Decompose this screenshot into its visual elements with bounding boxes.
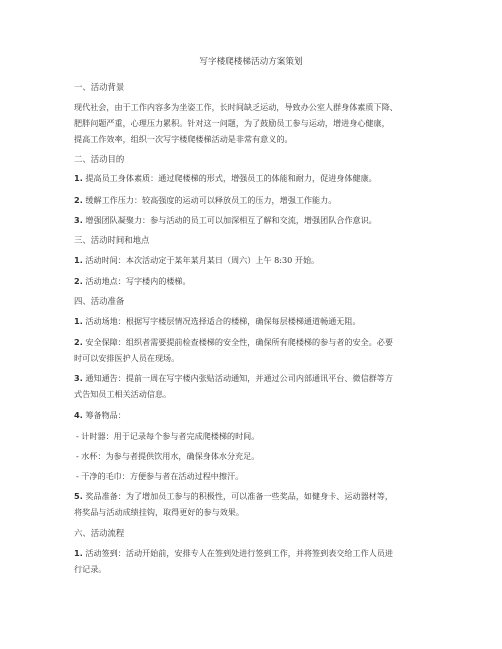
list-number: 2.: [74, 195, 83, 205]
list-number: 2.: [74, 276, 83, 286]
list-text: 增强团队凝聚力：参与活动的员工可以加深相互了解和交流，增强团队合作意识。: [85, 215, 377, 225]
list-number: 3.: [74, 373, 83, 383]
list-text: 缓解工作压力：较高强度的运动可以释放员工的压力，增强工作能力。: [85, 195, 337, 205]
section-heading-purpose: 二、活动目的: [74, 154, 125, 164]
list-text: 活动地点：写字楼内的楼梯。: [85, 276, 191, 286]
section-heading-background: 一、活动背景: [74, 82, 125, 92]
list-text: 筹备物品：: [85, 410, 126, 420]
supply-item: - 水杯：为参与者提供饮用水，确保身体水分充足。: [76, 451, 260, 461]
supply-item: - 计时器：用于记录每个参与者完成爬楼梯的时间。: [76, 431, 260, 441]
list-item: [74, 491, 393, 502]
paragraph-line: 提高工作效率，组织一次写字楼爬楼梯活动是非常有意义的。: [74, 134, 293, 144]
list-text: 活动签到：活动开始前，安排专人在签到处进行签到工作，并将签到表交给工作人员进: [85, 548, 393, 558]
list-item: [74, 548, 393, 559]
list-text: 活动场地：根据写字楼层情况选择适合的楼梯，确保每层楼梯通道畅通无阻。: [85, 316, 361, 326]
list-number: 2.: [74, 337, 83, 347]
list-number: 5.: [74, 491, 83, 501]
list-item: [74, 255, 319, 266]
list-item: [74, 410, 126, 421]
list-text: 提高员工身体素质：通过爬楼梯的形式，增强员工的体能和耐力，促进身体健康。: [85, 173, 377, 183]
list-number: 1.: [74, 316, 83, 326]
list-item-continuation: 式告知员工相关活动信息。: [74, 389, 172, 399]
list-item: [74, 173, 377, 184]
list-item: [74, 373, 393, 384]
list-number: 1.: [74, 548, 83, 558]
list-text: 活动时间：本次活动定于某年某月某日（周六）上午 8:30 开始。: [85, 255, 320, 265]
list-number: 1.: [74, 173, 83, 183]
list-item: [74, 276, 191, 287]
list-item-continuation: 行记录。: [74, 564, 107, 574]
section-heading-preparation: 四、活动准备: [74, 296, 125, 306]
section-heading-time-place: 三、活动时间和地点: [74, 235, 150, 245]
list-item: [74, 195, 336, 206]
section-heading-process: 六、活动流程: [74, 528, 125, 538]
list-text: 奖品准备：为了增加员工参与的积极性，可以准备一些奖品，如健身卡、运动器材等，: [85, 491, 393, 501]
list-text: 安全保障：组织者需要提前检查楼梯的安全性，确保所有爬楼梯的参与者的安全。必要: [85, 337, 393, 347]
list-item-continuation: 时可以安排医护人员在现场。: [74, 353, 180, 363]
list-number: 1.: [74, 255, 83, 265]
list-item: [74, 337, 393, 348]
list-item: [74, 215, 377, 226]
list-item-continuation: 将奖品与活动成绩挂钩，取得更好的参与效果。: [74, 507, 244, 517]
supply-item: - 干净的毛巾：方便参与者在活动过程中擦汗。: [76, 471, 244, 481]
document-title: 写字楼爬楼梯活动方案策划: [199, 57, 303, 67]
list-item: [74, 316, 361, 327]
list-number: 3.: [74, 215, 83, 225]
paragraph-line: 肥胖问题严重，心理压力累积。针对这一问题，为了鼓励员工参与运动，增进身心健康，: [74, 118, 390, 128]
paragraph-line: 现代社会，由于工作内容多为坐姿工作，长时间缺乏运动，导致办公室人群身体素质下降、: [74, 102, 398, 112]
list-text: 通知通告：提前一周在写字楼内张贴活动通知，并通过公司内部通讯平台、微信群等方: [85, 373, 393, 383]
list-number: 4.: [74, 410, 83, 420]
